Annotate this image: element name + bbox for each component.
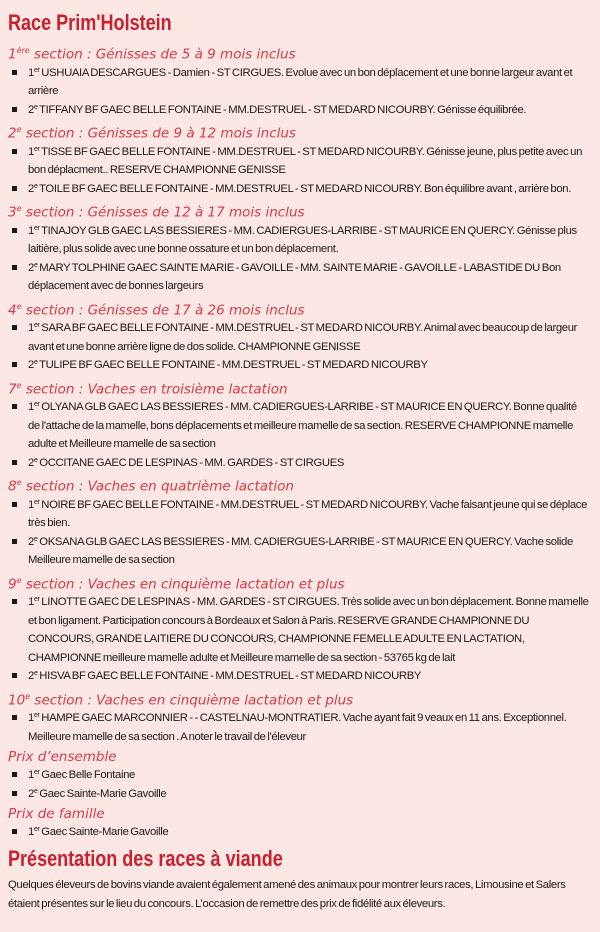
rank-number: 2 xyxy=(28,670,34,682)
rank-suffix: e xyxy=(33,182,38,190)
section-number-suffix: e xyxy=(16,478,22,487)
rank-suffix: er xyxy=(33,145,40,153)
section-number-suffix: e xyxy=(16,380,22,390)
rank-number: 1 xyxy=(28,66,34,79)
entry-text: USHUAIA DESCARGUES - Damien - ST CIRGUES. Evolue avec un bon déplacement et une bonne largeur avant et arrière xyxy=(28,66,573,97)
section-number: 1 xyxy=(8,46,17,63)
entry-text: SARA BF GAEC BELLE FONTAINE - MM.DESTRUEL - ST MEDARD NICOURBY. Animal avec beaucoup de largeur avant et une bonne arrière ligne de dos solide. CHAMPIONNE GENISSE xyxy=(28,322,578,353)
rank-suffix: e xyxy=(33,787,38,795)
list-item xyxy=(8,222,590,259)
section-label: section : Vaches en troisième lactation xyxy=(25,381,288,397)
section-label: section : Vaches en quatrième lactation xyxy=(25,478,294,495)
rank-number: 1 xyxy=(28,498,34,511)
entry-text: Gaec Sainte-Marie Gavoille xyxy=(41,826,169,838)
page-title: Race Prim'Holstein xyxy=(8,10,172,35)
list-item xyxy=(8,319,590,356)
entry-text: Gaec Belle Fontaine xyxy=(41,769,135,781)
section-heading xyxy=(8,298,590,320)
rank-suffix: e xyxy=(33,261,38,269)
list-item xyxy=(8,823,590,842)
rank-number: 2 xyxy=(28,535,34,548)
rank-number: 1 xyxy=(28,826,34,838)
list-item xyxy=(8,143,590,180)
rank-number: 1 xyxy=(28,712,34,724)
section-heading xyxy=(8,572,590,594)
section-label: Prix d’ensemble xyxy=(8,749,117,765)
rank-number: 1 xyxy=(28,224,34,237)
list-item xyxy=(8,785,590,804)
section-label: Prix de famille xyxy=(8,806,105,822)
result-list xyxy=(8,64,590,120)
rank-number: 1 xyxy=(28,145,34,158)
body-paragraph: Quelques éleveurs de bovins viande avaient également amené des animaux pour montrer leurs races, Limousine et Salers étaient présentes sur le lieu du concours. L’occasion de remettre des prix de fidélité aux éleveurs. xyxy=(8,878,566,910)
result-list xyxy=(8,319,590,375)
section-number-suffix: e xyxy=(16,125,22,134)
section-label: section : Génisses de 12 à 17 mois inclus xyxy=(25,204,305,221)
list-item xyxy=(8,496,590,533)
rank-number: 2 xyxy=(28,103,34,116)
section-number-suffix: e xyxy=(16,204,22,213)
rank-number: 2 xyxy=(28,456,34,469)
rank-suffix: e xyxy=(33,535,38,543)
list-item xyxy=(8,180,590,199)
section-heading xyxy=(8,474,590,496)
rank-suffix: e xyxy=(33,359,38,366)
entry-text: TULIPE BF GAEC BELLE FONTAINE - MM.DESTRUEL - ST MEDARD NICOURBY xyxy=(39,359,428,371)
entry-text: LINOTTE GAEC DE LESPINAS - MM. GARDES - ST CIRGUES. Très solide avec un bon déplacement. Bonne mamelle et bon ligament. Participation concours à Bordeaux et Salon à Paris. RESERVE GRANDE CHAMPIONNE DU CONCOURS, GRANDE LAITIERE DU CONCOURS, CHAMPIONNE FEMELLE ADULTE EN LACTATION, CHAMPIONNE meilleure mamelle adulte et Meilleure mamelle de sa section - 53765 kg de lait xyxy=(28,596,589,664)
result-list xyxy=(8,593,590,686)
list-item xyxy=(8,398,590,454)
rank-suffix: er xyxy=(33,826,40,833)
section-number: 8 xyxy=(8,478,17,495)
result-list xyxy=(8,823,590,842)
rank-suffix: er xyxy=(33,66,40,74)
section-heading xyxy=(8,377,590,399)
list-item xyxy=(8,766,590,785)
section-heading xyxy=(8,688,590,710)
section-title-viande: Présentation des races à viande xyxy=(8,845,283,871)
rank-suffix: er xyxy=(33,498,40,506)
entry-text: OLYANA GLB GAEC LAS BESSIERES - MM. CADIERGUES-LARRIBE - ST MAURICE EN QUERCY. Bonne qualité de l'attache de la mamelle, bons déplacements et meilleure mamelle de sa section. RESERVE CHAMPIONNE mamelle adulte et Meilleure mamelle de sa section xyxy=(28,401,577,450)
section-heading xyxy=(8,121,590,143)
rank-suffix: e xyxy=(33,456,38,464)
list-item xyxy=(8,101,590,120)
entry-text: Gaec Sainte-Marie Gavoille xyxy=(39,787,167,800)
list-item xyxy=(8,533,590,570)
rank-suffix: er xyxy=(33,322,40,329)
section-heading xyxy=(8,42,590,64)
entry-text: TISSE BF GAEC BELLE FONTAINE - MM.DESTRUEL - ST MEDARD NICOURBY. Génisse jeune, plus petite avec un bon déplacment.. RESERVE CHAMPIONNE GENISSE xyxy=(28,145,583,176)
rank-number: 1 xyxy=(28,769,34,781)
entry-text: HISVA BF GAEC BELLE FONTAINE - MM.DESTRUEL - ST MEDARD NICOURBY xyxy=(39,670,422,682)
rank-number: 1 xyxy=(28,596,34,608)
result-list xyxy=(8,143,590,199)
section-label: section : Vaches en cinquième lactation et plus xyxy=(25,576,345,592)
list-item xyxy=(8,259,590,296)
entry-text: OKSANA GLB GAEC LAS BESSIERES - MM. CADIERGUES-LARRIBE - ST MAURICE EN QUERCY. Vache solide Meilleure mamelle de sa section xyxy=(28,535,573,566)
section-label: section : Génisses de 5 à 9 mois inclus xyxy=(34,46,296,63)
entry-text: TOILE BF GAEC BELLE FONTAINE - MM.DESTRUEL - ST MEDARD NICOURBY. Bon équilibre avant , arrière bon. xyxy=(39,182,572,195)
section-number: 4 xyxy=(8,302,17,318)
list-item xyxy=(8,667,590,686)
section-number: 7 xyxy=(8,381,17,397)
entry-text: TIFFANY BF GAEC BELLE FONTAINE - MM.DESTRUEL - ST MEDARD NICOURBY. Génisse équilibrée. xyxy=(39,103,527,116)
list-item xyxy=(8,64,590,101)
list-item xyxy=(8,356,590,375)
result-list xyxy=(8,766,590,803)
section-number-suffix: e xyxy=(16,575,22,585)
section-label: section : Génisses de 17 à 26 mois inclus xyxy=(25,302,305,318)
section-number: 9 xyxy=(8,576,17,592)
section-label: section : Vaches en cinquième lactation et plus xyxy=(34,692,354,708)
result-list xyxy=(8,709,590,746)
result-list xyxy=(8,222,590,296)
rank-number: 2 xyxy=(28,359,34,371)
rank-number: 1 xyxy=(28,322,34,334)
result-list xyxy=(8,398,590,472)
list-item xyxy=(8,593,590,667)
entry-text: OCCITANE GAEC DE LESPINAS - MM. GARDES - ST CIRGUES xyxy=(39,456,345,469)
rank-number: 2 xyxy=(28,787,34,800)
result-list xyxy=(8,496,590,570)
section-number-suffix: e xyxy=(25,691,31,701)
entry-text: MARY TOLPHINE GAEC SAINTE MARIE - GAVOILLE - MM. SAINTE MARIE - GAVOILLE - LABASTIDE DU Bon déplacement avec de bonnes largeurs xyxy=(28,261,561,292)
rank-number: 2 xyxy=(28,261,34,274)
rank-suffix: e xyxy=(33,103,38,111)
rank-number: 1 xyxy=(28,401,34,413)
rank-suffix: er xyxy=(33,401,40,408)
section-heading xyxy=(8,748,590,766)
entry-text: NOIRE BF GAEC BELLE FONTAINE - MM.DESTRUEL - ST MEDARD NICOURBY. Vache faisant jeune qui se déplace très bien. xyxy=(28,498,588,529)
rank-suffix: er xyxy=(33,769,40,776)
entry-text: HAMPE GAEC MARCONNIER - - CASTELNAU-MONTRATIER. Vache ayant fait 9 veaux en 11 ans. Exceptionnel. Meilleure mamelle de sa section . A noter le travail de l'éleveur xyxy=(28,712,567,743)
section-label: section : Génisses de 9 à 12 mois inclus xyxy=(25,125,296,142)
rank-number: 2 xyxy=(28,182,34,195)
section-number: 3 xyxy=(8,204,17,221)
rank-suffix: er xyxy=(33,224,40,232)
section-heading xyxy=(8,805,590,823)
rank-suffix: er xyxy=(33,712,40,719)
section-number-suffix: ère xyxy=(16,46,30,55)
section-number: 10 xyxy=(8,692,26,708)
entry-text: TINAJOY GLB GAEC LAS BESSIERES - MM. CADIERGUES-LARRIBE - ST MAURICE EN QUERCY. Génisse plus laitière, plus solide avec une bonne ossature et un bon déplacement. xyxy=(28,224,577,255)
list-item xyxy=(8,709,590,746)
list-item xyxy=(8,454,590,473)
rank-suffix: er xyxy=(33,596,40,603)
sections-list xyxy=(8,42,590,842)
section-number: 2 xyxy=(8,125,17,142)
section-heading xyxy=(8,200,590,222)
section-number-suffix: e xyxy=(16,301,22,311)
rank-suffix: e xyxy=(33,670,38,677)
